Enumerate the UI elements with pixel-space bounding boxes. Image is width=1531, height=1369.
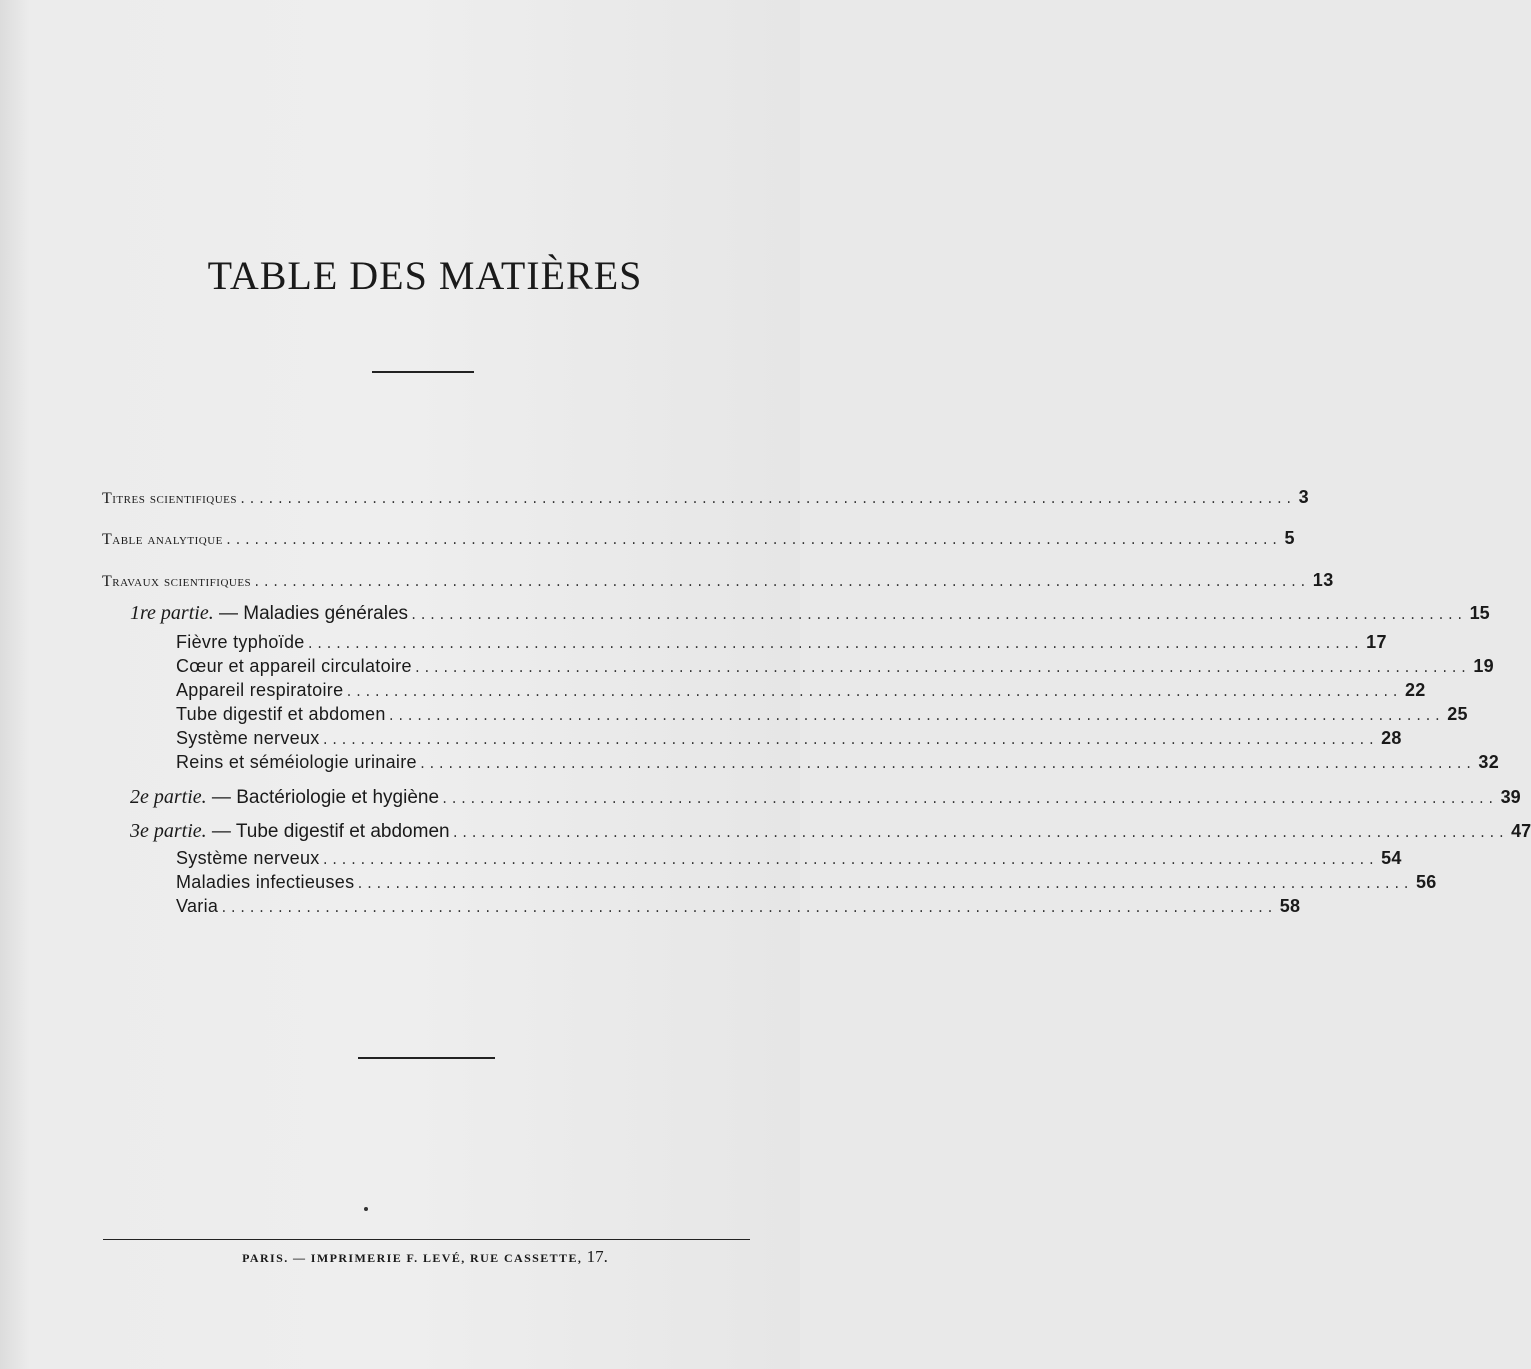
part-number: 3e partie.	[130, 820, 207, 842]
toc-page-number: 19	[1473, 656, 1494, 676]
toc-page-number: 25	[1447, 704, 1468, 724]
toc-entry-label: Travaux scientifiques	[102, 573, 252, 590]
imprint-number: 17.	[586, 1247, 608, 1266]
ink-speck	[364, 1207, 368, 1211]
toc-page-number: 17	[1366, 632, 1387, 652]
toc-page-number: 39	[1500, 787, 1521, 807]
part-number: 2e partie.	[130, 786, 207, 808]
part-title: — Tube digestif et abdomen	[206, 821, 450, 842]
toc-entry-label: Maladies infectieuses	[176, 872, 355, 892]
dot-leader: ................................................................................................................	[321, 733, 1378, 747]
part-number: 1re partie.	[130, 602, 214, 624]
toc-entry-label: Reins et séméiologie urinaire	[176, 752, 417, 772]
toc-entry-label: Table analytique	[102, 531, 223, 548]
dot-leader: ................................................................................................................	[387, 709, 1444, 723]
toc-entry-label	[130, 820, 450, 843]
toc-entry-label: Appareil respiratoire	[176, 680, 344, 700]
dot-leader: ................................................................................................................	[224, 533, 1281, 547]
dot-leader: ................................................................................................................	[356, 877, 1412, 891]
toc-entry-label	[130, 786, 439, 809]
toc-entry-label: Fièvre typhoïde	[176, 632, 305, 652]
dot-leader: ................................................................................................................	[220, 901, 1276, 915]
dot-leader: ................................................................................................................	[418, 757, 1475, 771]
toc-page-number: 28	[1381, 728, 1402, 748]
toc-page-number: 3	[1298, 487, 1310, 507]
dot-leader: ................................................................................................................	[306, 637, 1363, 651]
dot-leader: ................................................................................................................	[413, 661, 1470, 675]
toc-entry-reins[interactable]	[176, 752, 1500, 782]
toc-entry-titres-scientifiques[interactable]	[102, 487, 1310, 517]
dot-leader: ................................................................................................................	[253, 575, 1309, 589]
toc-page-number: 32	[1478, 752, 1500, 772]
toc-page-number: 15	[1469, 603, 1490, 623]
toc-page-number: 54	[1381, 848, 1402, 868]
page-title: TABLE DES MATIÈRES	[207, 253, 643, 298]
dot-leader: ................................................................................................................	[410, 608, 1466, 622]
printer-imprint	[0, 1247, 850, 1267]
toc-entry-label: Système nerveux	[176, 848, 320, 868]
toc-entry-label: Tube digestif et abdomen	[176, 704, 386, 724]
toc-entry-travaux-scientifiques[interactable]	[102, 570, 1334, 600]
part-title: — Maladies générales	[213, 603, 409, 624]
toc-page-number: 56	[1415, 872, 1437, 892]
dot-leader: ................................................................................................................	[345, 685, 1401, 699]
footer-rule	[103, 1239, 750, 1240]
toc-entry-part-1[interactable]	[130, 602, 1490, 632]
toc-entry-label: Cœur et appareil circulatoire	[176, 656, 412, 676]
toc-entry-table-analytique[interactable]	[102, 528, 1295, 558]
toc-page-number: 5	[1284, 528, 1295, 548]
closing-rule	[358, 1057, 495, 1059]
imprint-text: PARIS. — IMPRIMERIE F. LEVÉ, RUE CASSETTE,	[242, 1251, 583, 1265]
toc-entry-label: Système nerveux	[176, 728, 320, 748]
dot-leader: ................................................................................................................	[321, 853, 1378, 867]
part-title: — Bactériologie et hygiène	[206, 787, 440, 808]
toc-entry-label: Titres scientifiques	[102, 490, 237, 507]
title-rule	[372, 371, 474, 373]
toc-page-number: 22	[1404, 680, 1426, 700]
toc-entry-varia[interactable]	[176, 896, 1301, 926]
toc-page-number: 58	[1279, 896, 1301, 916]
dot-leader: ................................................................................................................	[451, 826, 1508, 840]
toc-entry-part-3[interactable]	[130, 820, 1531, 850]
toc-page-number: 13	[1312, 570, 1334, 590]
dot-leader: ................................................................................................................	[441, 792, 1497, 806]
dot-leader: ................................................................................................................	[239, 492, 1295, 506]
toc-entry-label	[130, 602, 408, 625]
toc-entry-label: Varia	[176, 896, 219, 916]
toc-entry-part-2[interactable]	[130, 786, 1521, 816]
toc-page-number: 47	[1511, 821, 1531, 841]
